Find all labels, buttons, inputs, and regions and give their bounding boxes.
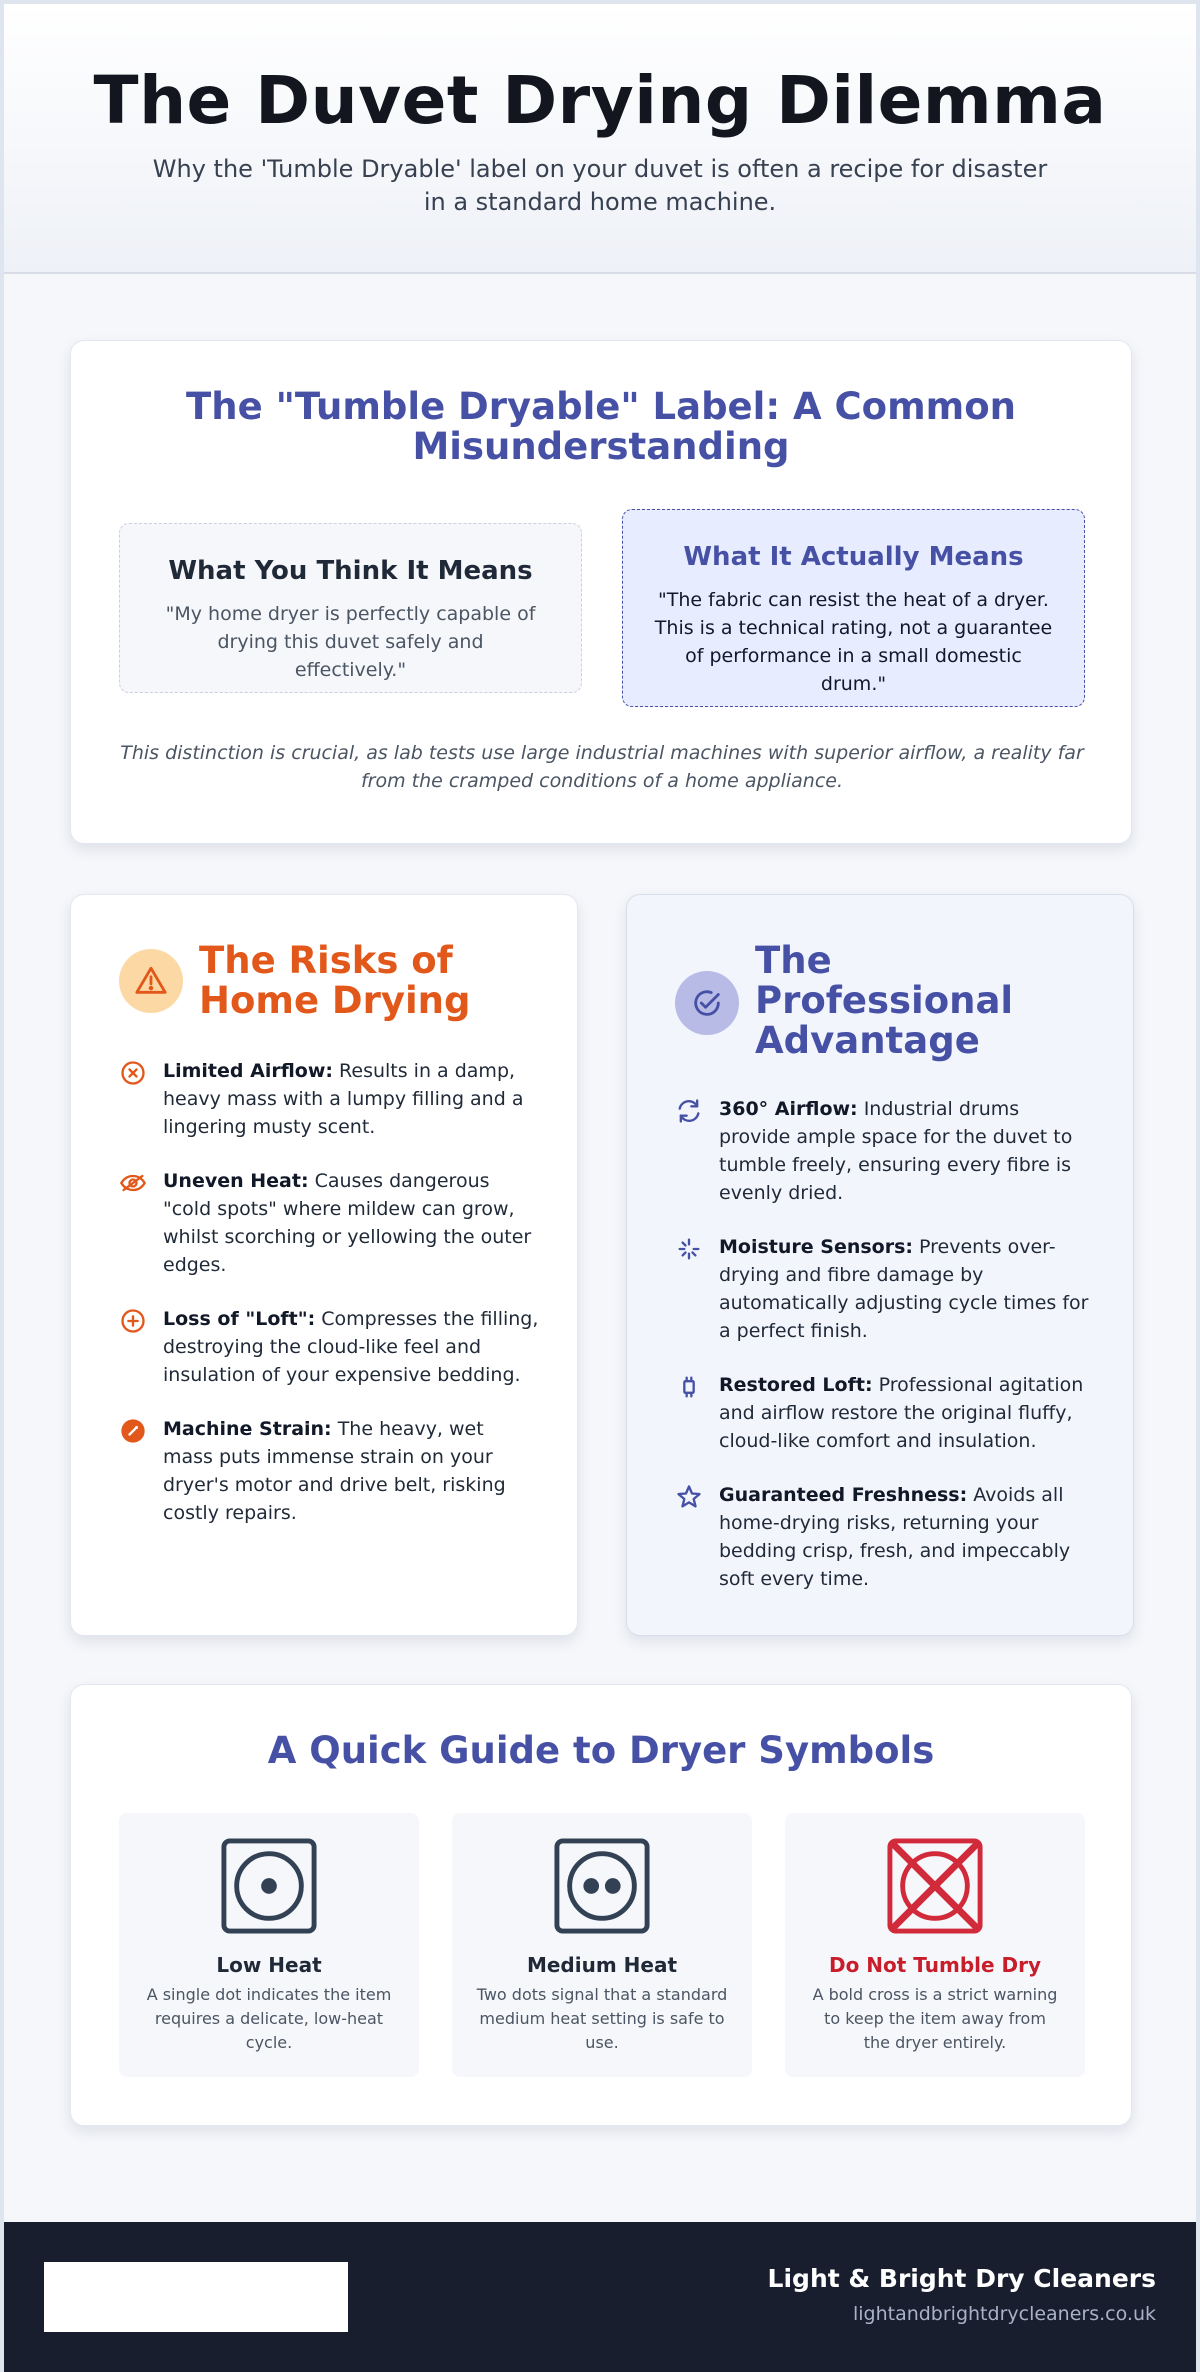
logo-placeholder (44, 2262, 348, 2332)
risk-item-title: Uneven Heat: (163, 1170, 309, 1192)
list-item (675, 1095, 1095, 1207)
think-text: "My home dryer is perfectly capable of drying this duvet safely and effectively." (165, 603, 536, 681)
company-name: Light & Bright Dry Cleaners (767, 2264, 1156, 2293)
risks-card (70, 894, 578, 1636)
symbol-description: A bold cross is a strict warning to keep the item away from the dryer entirely. (812, 1985, 1058, 2052)
gauge-icon (119, 1417, 147, 1445)
footer (4, 2222, 1196, 2372)
professional-list (675, 1095, 1095, 1619)
risk-item-text: Causes dangerous "cold spots" where mildew can grow, whilst scorching or yellowing the outer edges. (163, 1170, 532, 1276)
risk-item-text: Results in a damp, heavy mass with a lumpy filling and a lingering musty scent. (163, 1060, 524, 1138)
page-title: The Duvet Drying Dilemma (93, 62, 1107, 139)
professional-header (675, 941, 1035, 1061)
symbol-label: Low Heat (216, 1953, 322, 1977)
list-item (119, 1305, 539, 1389)
list-item (675, 1233, 1095, 1345)
risks-title: The Risks of Home Drying (199, 939, 471, 1022)
risks-list (119, 1057, 539, 1553)
pro-item-text: Industrial drums provide ample space for the duvet to tumble freely, ensuring every fibre is evenly dried. (719, 1098, 1073, 1204)
symbol-card-medium (452, 1813, 752, 2077)
symbol-label: Medium Heat (526, 1953, 678, 1977)
footer-brand (768, 2264, 1156, 2325)
risk-item-title: Limited Airflow: (163, 1060, 333, 1082)
symbol-card-low (119, 1813, 419, 2077)
pro-item-text: Professional agitation and airflow restore the original fluffy, cloud-like comfort and insulation. (719, 1374, 1084, 1452)
symbol-description: A single dot indicates the item requires a delicate, low-heat cycle. (146, 1985, 392, 2052)
symbol-description: Two dots signal that a standard medium heat setting is safe to use. (476, 1985, 728, 2052)
pro-item-title: Restored Loft: (719, 1374, 873, 1396)
professional-card (626, 894, 1134, 1636)
do-not-tumble-dry-icon (785, 1837, 1085, 1935)
professional-title: The Professional Advantage (755, 939, 1014, 1062)
think-box (119, 523, 582, 693)
page-subtitle: Why the 'Tumble Dryable' label on your duvet is often a recipe for disaster in a standard home machine. (152, 155, 1048, 216)
distinction-note: This distinction is crucial, as lab tests use large industrial machines with superior airflow, a reality far from the cramped conditions of a home appliance. (120, 742, 1084, 792)
tumble-dry-medium-icon (452, 1837, 752, 1935)
symbols-section (70, 1684, 1132, 2126)
pro-item-title: 360° Airflow: (719, 1098, 858, 1120)
risk-item-text: Compresses the filling, destroying the cloud-like feel and insulation of your expensive bedding. (163, 1308, 539, 1386)
actual-text: "The fabric can resist the heat of a dryer. This is a technical rating, not a guarantee of performance in a small domestic drum." (654, 589, 1053, 695)
symbols-title: A Quick Guide to Dryer Symbols (267, 1729, 935, 1772)
warning-icon (119, 949, 183, 1013)
x-circle-icon (119, 1059, 147, 1087)
risks-header (119, 941, 499, 1021)
risk-item-text: The heavy, wet mass puts immense strain on your dryer's motor and drive belt, risking costly repairs. (163, 1418, 506, 1524)
check-circle-icon (675, 971, 739, 1035)
chip-icon (675, 1373, 703, 1401)
refresh-icon (675, 1097, 703, 1125)
list-item (119, 1415, 539, 1527)
actual-heading: What It Actually Means (683, 542, 1024, 572)
tumble-dry-low-icon (119, 1837, 419, 1935)
symbol-card-no-dry (785, 1813, 1085, 2077)
risk-item-title: Loss of "Loft": (163, 1308, 316, 1330)
eye-slash-icon (119, 1169, 147, 1197)
list-item (675, 1371, 1095, 1455)
list-item (119, 1057, 539, 1141)
pro-item-text: Avoids all home-drying risks, returning your bedding crisp, fresh, and impeccably soft every time. (719, 1484, 1071, 1590)
list-item (675, 1481, 1095, 1593)
pro-item-title: Guaranteed Freshness: (719, 1484, 968, 1506)
list-item (119, 1167, 539, 1279)
label-section (70, 340, 1132, 844)
actual-box (622, 509, 1085, 707)
plus-circle-icon (119, 1307, 147, 1335)
website-link[interactable]: lightandbrightdrycleaners.co.uk (852, 2303, 1156, 2325)
pro-item-text: Prevents over-drying and fibre damage by automatically adjusting cycle times for a perfect finish. (719, 1236, 1089, 1342)
hero-header (4, 4, 1196, 274)
star-icon (675, 1483, 703, 1511)
symbol-label: Do Not Tumble Dry (828, 1953, 1042, 1977)
risk-item-title: Machine Strain: (163, 1418, 332, 1440)
think-heading: What You Think It Means (168, 556, 533, 586)
sparkle-icon (675, 1235, 703, 1263)
pro-item-title: Moisture Sensors: (719, 1236, 913, 1258)
label-section-title: The "Tumble Dryable" Label: A Common Misunderstanding (186, 385, 1016, 468)
